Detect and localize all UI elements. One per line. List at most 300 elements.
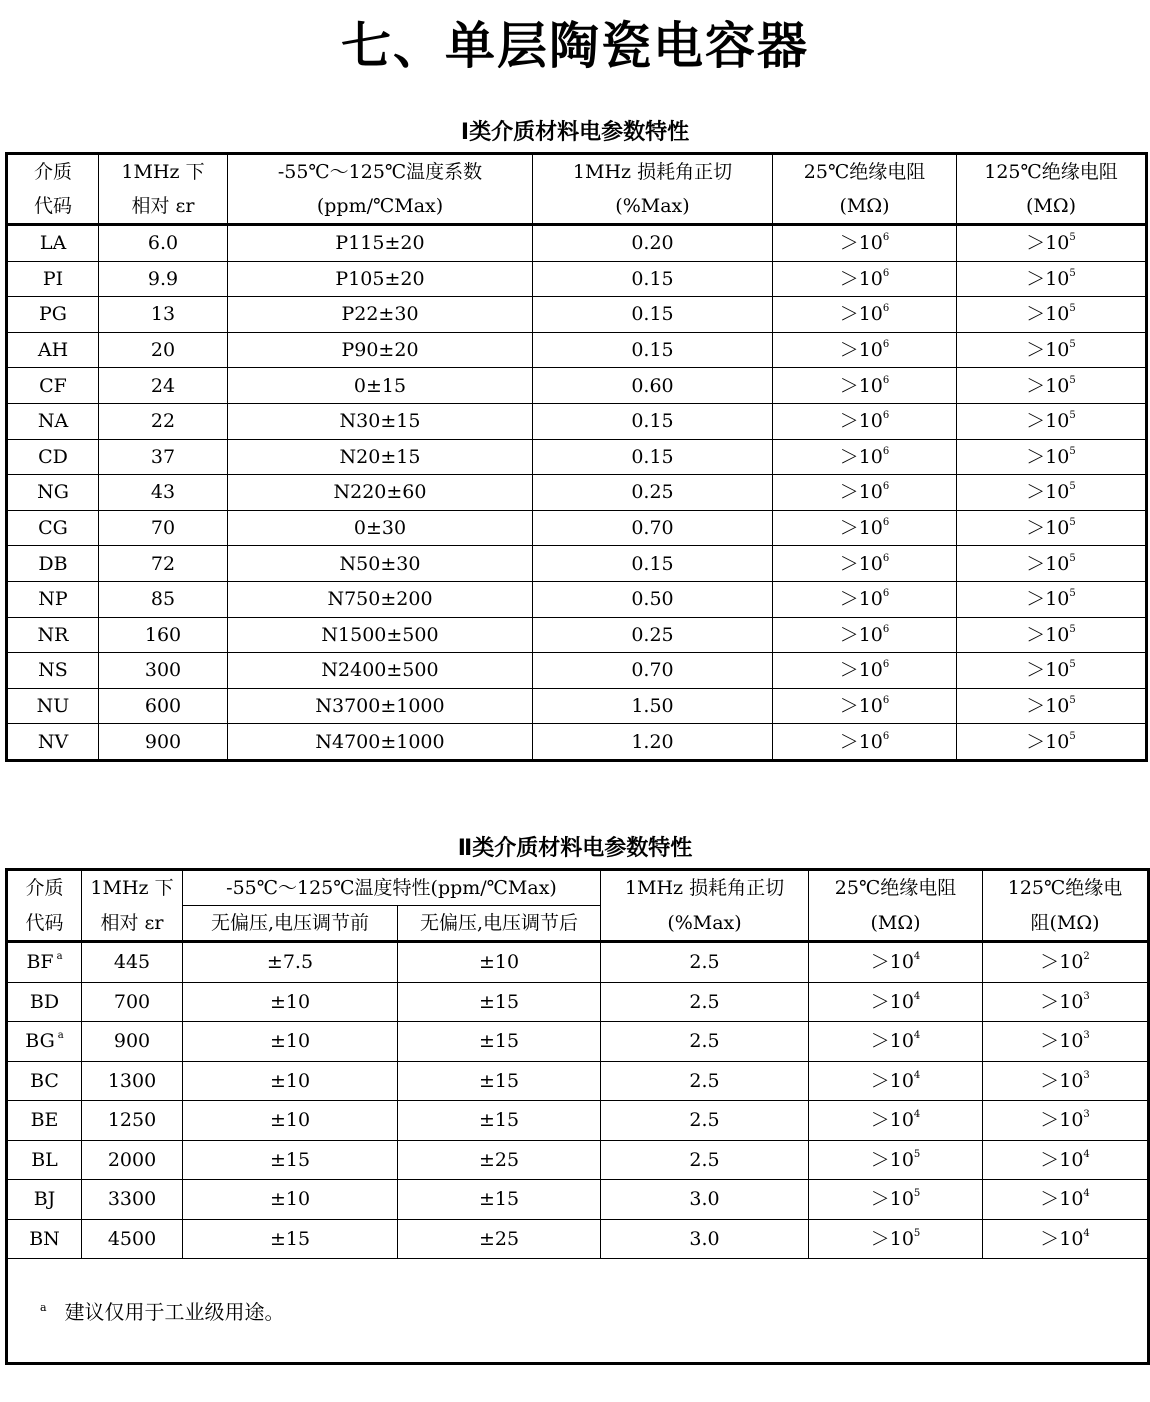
ir25-base: ＞10 xyxy=(839,374,883,397)
cell-er: 3300 xyxy=(82,1180,183,1220)
ir125-exponent: 5 xyxy=(1069,445,1076,457)
table-row xyxy=(7,1180,1149,1220)
cell-ir125 xyxy=(957,546,1147,582)
table-row xyxy=(7,510,1147,546)
table-row xyxy=(7,1101,1149,1141)
ir25-base: ＞10 xyxy=(839,445,883,468)
header-ir125-unit: (MΩ) xyxy=(957,189,1147,225)
cell-temp-before: ±7.5 xyxy=(183,942,398,983)
cell-ir125 xyxy=(957,688,1147,724)
header-ir125: 125℃绝缘电阻 xyxy=(957,154,1147,190)
cell-code: DB xyxy=(7,546,99,582)
ir25-base: ＞10 xyxy=(870,1069,914,1092)
header-er: 1MHz 下 xyxy=(82,870,183,906)
code-text: BF xyxy=(26,951,54,974)
cell-ir25 xyxy=(809,982,983,1022)
header-loss: 1MHz 损耗角正切 xyxy=(533,154,773,190)
header-ir25-unit: (MΩ) xyxy=(773,189,957,225)
code-text: BG xyxy=(25,1030,55,1053)
ir25-base: ＞10 xyxy=(839,481,883,504)
cell-ir125 xyxy=(983,1219,1149,1259)
cell-temp-coef: N20±15 xyxy=(228,439,533,475)
table-row xyxy=(7,688,1147,724)
cell-temp-before: ±15 xyxy=(183,1219,398,1259)
ir125-exponent: 5 xyxy=(1069,659,1076,671)
code-text: BL xyxy=(31,1148,58,1171)
table1-caption: Ⅰ类介质材料电参数特性 xyxy=(460,120,690,145)
ir25-exponent: 6 xyxy=(882,552,890,564)
ir125-exponent: 4 xyxy=(1083,1148,1090,1160)
ir125-exponent: 4 xyxy=(1083,1188,1090,1200)
cell-er: 160 xyxy=(99,617,228,653)
cell-loss: 2.5 xyxy=(601,982,809,1022)
ir25-exponent: 6 xyxy=(882,445,890,457)
cell-ir25 xyxy=(773,688,957,724)
cell-temp-coef: N30±15 xyxy=(228,403,533,439)
ir25-base: ＞10 xyxy=(839,695,883,718)
cell-ir125 xyxy=(983,1061,1149,1101)
ir25-exponent: 6 xyxy=(882,339,890,351)
ir125-base: ＞10 xyxy=(1026,303,1070,326)
cell-loss: 0.20 xyxy=(533,225,773,262)
cell-loss: 2.5 xyxy=(601,1061,809,1101)
cell-loss: 2.5 xyxy=(601,1140,809,1180)
cell-code xyxy=(7,1022,82,1062)
cell-temp-after: ±15 xyxy=(398,1022,601,1062)
cell-code xyxy=(7,982,82,1022)
cell-er: 43 xyxy=(99,475,228,511)
ir125-base: ＞10 xyxy=(1026,267,1070,290)
table2-caption: Ⅱ类介质材料电参数特性 xyxy=(457,836,693,861)
cell-ir125 xyxy=(957,581,1147,617)
ir125-exponent: 5 xyxy=(1069,232,1076,244)
ir25-base: ＞10 xyxy=(870,1227,914,1250)
cell-loss: 0.70 xyxy=(533,653,773,689)
ir25-base: ＞10 xyxy=(839,267,883,290)
cell-er: 700 xyxy=(82,982,183,1022)
ir25-exponent: 6 xyxy=(882,232,890,244)
ir25-exponent: 6 xyxy=(882,623,890,635)
cell-temp-before: ±10 xyxy=(183,1061,398,1101)
ir125-exponent: 5 xyxy=(1069,730,1076,742)
cell-er: 22 xyxy=(99,403,228,439)
ir125-exponent: 3 xyxy=(1083,1069,1090,1081)
cell-ir125 xyxy=(983,982,1149,1022)
cell-ir125 xyxy=(957,403,1147,439)
ir125-exponent: 5 xyxy=(1069,267,1076,279)
cell-temp-before: ±15 xyxy=(183,1140,398,1180)
cell-er: 13 xyxy=(99,297,228,333)
cell-er: 900 xyxy=(82,1022,183,1062)
ir125-base: ＞10 xyxy=(1026,517,1070,540)
cell-temp-before: ±10 xyxy=(183,1022,398,1062)
cell-loss: 0.15 xyxy=(533,297,773,333)
table-row xyxy=(7,1022,1149,1062)
ir125-base: ＞10 xyxy=(1040,1188,1084,1211)
cell-ir25 xyxy=(809,1101,983,1141)
cell-code: NU xyxy=(7,688,99,724)
cell-temp-coef: N4700±1000 xyxy=(228,724,533,761)
header-temp-after: 无偏压,电压调节后 xyxy=(398,906,601,942)
table-row xyxy=(7,403,1147,439)
header-ir25-unit: (MΩ) xyxy=(809,906,983,942)
ir25-exponent: 4 xyxy=(913,1069,921,1081)
ir125-exponent: 5 xyxy=(1069,339,1076,351)
cell-loss: 1.50 xyxy=(533,688,773,724)
code-text: BC xyxy=(30,1069,59,1092)
cell-er: 445 xyxy=(82,942,183,983)
cell-temp-coef: N50±30 xyxy=(228,546,533,582)
table-row xyxy=(7,617,1147,653)
table-row xyxy=(7,1140,1149,1180)
cell-ir25 xyxy=(773,653,957,689)
ir125-base: ＞10 xyxy=(1026,552,1070,575)
cell-loss: 0.15 xyxy=(533,261,773,297)
cell-ir25 xyxy=(773,297,957,333)
header-temp-char: -55℃～125℃温度特性(ppm/℃Max) xyxy=(183,870,601,906)
cell-ir25 xyxy=(773,368,957,404)
ir25-base: ＞10 xyxy=(839,410,883,433)
cell-temp-after: ±25 xyxy=(398,1219,601,1259)
ir25-exponent: 6 xyxy=(882,695,890,707)
cell-ir25 xyxy=(809,1022,983,1062)
cell-ir125 xyxy=(957,261,1147,297)
cell-er: 70 xyxy=(99,510,228,546)
ir25-base: ＞10 xyxy=(839,623,883,646)
cell-code: PI xyxy=(7,261,99,297)
cell-code: LA xyxy=(7,225,99,262)
header-er-2: 相对 εr xyxy=(99,189,228,225)
cell-er: 24 xyxy=(99,368,228,404)
cell-loss: 2.5 xyxy=(601,1022,809,1062)
ir25-exponent: 5 xyxy=(913,1188,921,1200)
cell-ir25 xyxy=(773,617,957,653)
table-row xyxy=(7,653,1147,689)
cell-code: CF xyxy=(7,368,99,404)
cell-ir125 xyxy=(983,942,1149,983)
ir25-exponent: 4 xyxy=(913,990,921,1002)
ir25-base: ＞10 xyxy=(870,1109,914,1132)
table-row xyxy=(7,546,1147,582)
cell-ir25 xyxy=(773,546,957,582)
ir25-base: ＞10 xyxy=(839,232,883,255)
ir125-exponent: 5 xyxy=(1069,623,1076,635)
ir125-base: ＞10 xyxy=(1026,232,1070,255)
cell-temp-after: ±25 xyxy=(398,1140,601,1180)
cell-er: 300 xyxy=(99,653,228,689)
ir125-exponent: 5 xyxy=(1069,410,1076,422)
cell-er: 6.0 xyxy=(99,225,228,262)
cell-loss: 0.25 xyxy=(533,617,773,653)
header-code-2: 代码 xyxy=(7,906,82,942)
ir25-exponent: 5 xyxy=(913,1227,921,1239)
header-loss-unit: (%Max) xyxy=(533,189,773,225)
cell-ir125 xyxy=(957,475,1147,511)
cell-loss: 0.70 xyxy=(533,510,773,546)
cell-ir25 xyxy=(809,1219,983,1259)
cell-ir125 xyxy=(957,653,1147,689)
cell-loss: 0.50 xyxy=(533,581,773,617)
code-text: BE xyxy=(30,1109,59,1132)
cell-er: 4500 xyxy=(82,1219,183,1259)
cell-ir25 xyxy=(773,724,957,761)
header-code: 介质 xyxy=(7,870,82,906)
ir25-exponent: 6 xyxy=(882,588,890,600)
cell-code: NG xyxy=(7,475,99,511)
header-loss: 1MHz 损耗角正切 xyxy=(601,870,809,906)
cell-er: 900 xyxy=(99,724,228,761)
ir125-exponent: 2 xyxy=(1083,951,1090,963)
cell-loss: 0.15 xyxy=(533,403,773,439)
ir25-exponent: 6 xyxy=(882,267,890,279)
ir125-base: ＞10 xyxy=(1040,1030,1084,1053)
ir25-exponent: 6 xyxy=(882,410,890,422)
cell-ir25 xyxy=(773,225,957,262)
header-code: 介质 xyxy=(7,154,99,190)
header-temp-coef-unit: (ppm/℃Max) xyxy=(228,189,533,225)
ir25-exponent: 4 xyxy=(913,1030,921,1042)
table-row xyxy=(7,297,1147,333)
cell-ir125 xyxy=(983,1180,1149,1220)
cell-code: AH xyxy=(7,332,99,368)
cell-ir25 xyxy=(773,439,957,475)
table-row xyxy=(7,475,1147,511)
cell-ir125 xyxy=(957,724,1147,761)
cell-code xyxy=(7,1101,82,1141)
header-er-2: 相对 εr xyxy=(82,906,183,942)
cell-er: 1250 xyxy=(82,1101,183,1141)
cell-ir125 xyxy=(957,225,1147,262)
ir125-exponent: 4 xyxy=(1083,1227,1090,1239)
table-row xyxy=(7,724,1147,761)
code-text: BN xyxy=(29,1227,60,1250)
ir25-exponent: 4 xyxy=(913,951,921,963)
cell-temp-coef: N750±200 xyxy=(228,581,533,617)
cell-code: CD xyxy=(7,439,99,475)
footnote-marker: a xyxy=(56,951,63,963)
ir125-exponent: 5 xyxy=(1069,303,1076,315)
cell-temp-after: ±15 xyxy=(398,982,601,1022)
ir125-base: ＞10 xyxy=(1026,730,1070,753)
ir125-base: ＞10 xyxy=(1040,1109,1084,1132)
table-row xyxy=(7,581,1147,617)
ir25-base: ＞10 xyxy=(839,517,883,540)
cell-er: 9.9 xyxy=(99,261,228,297)
cell-ir25 xyxy=(773,510,957,546)
cell-ir125 xyxy=(957,439,1147,475)
ir125-base: ＞10 xyxy=(1040,1227,1084,1250)
ir25-base: ＞10 xyxy=(870,1188,914,1211)
cell-code xyxy=(7,1219,82,1259)
ir25-exponent: 6 xyxy=(882,517,890,529)
cell-code xyxy=(7,1140,82,1180)
ir125-exponent: 3 xyxy=(1083,1109,1090,1121)
ir25-exponent: 6 xyxy=(882,730,890,742)
cell-temp-after: ±15 xyxy=(398,1101,601,1141)
ir25-exponent: 6 xyxy=(882,481,890,493)
code-text: BJ xyxy=(33,1188,56,1211)
ir125-base: ＞10 xyxy=(1026,339,1070,362)
table-row xyxy=(7,332,1147,368)
header-ir125: 125℃绝缘电 xyxy=(983,870,1149,906)
ir25-base: ＞10 xyxy=(839,659,883,682)
header-ir25: 25℃绝缘电阻 xyxy=(773,154,957,190)
ir25-base: ＞10 xyxy=(870,1030,914,1053)
cell-ir125 xyxy=(983,1022,1149,1062)
cell-ir125 xyxy=(957,332,1147,368)
cell-temp-coef: P115±20 xyxy=(228,225,533,262)
cell-temp-coef: N1500±500 xyxy=(228,617,533,653)
cell-temp-coef: P22±30 xyxy=(228,297,533,333)
table-row xyxy=(7,942,1149,983)
cell-temp-coef: P105±20 xyxy=(228,261,533,297)
ir25-base: ＞10 xyxy=(870,951,914,974)
cell-code: CG xyxy=(7,510,99,546)
cell-temp-coef: N3700±1000 xyxy=(228,688,533,724)
code-text: BD xyxy=(29,990,60,1013)
ir25-base: ＞10 xyxy=(839,552,883,575)
header-ir125-unit: 阻(MΩ) xyxy=(983,906,1149,942)
table-row xyxy=(7,261,1147,297)
cell-temp-before: ±10 xyxy=(183,982,398,1022)
cell-ir25 xyxy=(809,1140,983,1180)
cell-temp-coef: 0±15 xyxy=(228,368,533,404)
cell-temp-before: ±10 xyxy=(183,1180,398,1220)
ir125-exponent: 3 xyxy=(1083,1030,1090,1042)
footnote-text: 建议仅用于工业级用途。 xyxy=(64,1300,285,1324)
ir25-base: ＞10 xyxy=(839,303,883,326)
footnote xyxy=(7,1259,1149,1364)
cell-loss: 3.0 xyxy=(601,1180,809,1220)
cell-temp-after: ±15 xyxy=(398,1180,601,1220)
cell-ir125 xyxy=(957,297,1147,333)
cell-ir125 xyxy=(983,1140,1149,1180)
cell-loss: 0.15 xyxy=(533,546,773,582)
ir125-exponent: 5 xyxy=(1069,517,1076,529)
cell-code: NS xyxy=(7,653,99,689)
footnote-mark: a xyxy=(40,1301,47,1314)
cell-er: 20 xyxy=(99,332,228,368)
ir125-base: ＞10 xyxy=(1026,659,1070,682)
ir25-exponent: 5 xyxy=(913,1148,921,1160)
ir125-base: ＞10 xyxy=(1026,481,1070,504)
footnote-marker: a xyxy=(57,1030,64,1042)
cell-ir25 xyxy=(773,261,957,297)
ir125-base: ＞10 xyxy=(1040,990,1084,1013)
ir125-base: ＞10 xyxy=(1026,588,1070,611)
ir125-base: ＞10 xyxy=(1040,951,1084,974)
cell-loss: 2.5 xyxy=(601,942,809,983)
cell-temp-coef: P90±20 xyxy=(228,332,533,368)
cell-code xyxy=(7,1061,82,1101)
table-row xyxy=(7,982,1149,1022)
ir125-exponent: 5 xyxy=(1069,374,1076,386)
ir25-base: ＞10 xyxy=(870,990,914,1013)
ir25-exponent: 4 xyxy=(913,1109,921,1121)
cell-ir125 xyxy=(957,510,1147,546)
header-temp-coef: -55℃～125℃温度系数 xyxy=(228,154,533,190)
header-ir25: 25℃绝缘电阻 xyxy=(809,870,983,906)
cell-temp-coef: 0±30 xyxy=(228,510,533,546)
cell-er: 600 xyxy=(99,688,228,724)
cell-code: NR xyxy=(7,617,99,653)
ir25-exponent: 6 xyxy=(882,659,890,671)
cell-loss: 3.0 xyxy=(601,1219,809,1259)
cell-er: 37 xyxy=(99,439,228,475)
cell-ir25 xyxy=(809,1061,983,1101)
table-row xyxy=(7,225,1147,262)
ir125-base: ＞10 xyxy=(1040,1148,1084,1171)
ir125-base: ＞10 xyxy=(1026,623,1070,646)
cell-code: NA xyxy=(7,403,99,439)
cell-temp-coef: N220±60 xyxy=(228,475,533,511)
ir125-exponent: 5 xyxy=(1069,588,1076,600)
ir125-base: ＞10 xyxy=(1040,1069,1084,1092)
ir125-exponent: 5 xyxy=(1069,695,1076,707)
cell-temp-before: ±10 xyxy=(183,1101,398,1141)
cell-ir125 xyxy=(957,368,1147,404)
ir125-base: ＞10 xyxy=(1026,445,1070,468)
class2-dielectric-table xyxy=(5,868,1150,1365)
cell-loss: 1.20 xyxy=(533,724,773,761)
cell-loss: 0.15 xyxy=(533,439,773,475)
header-er: 1MHz 下 xyxy=(99,154,228,190)
cell-code: NV xyxy=(7,724,99,761)
ir125-exponent: 5 xyxy=(1069,481,1076,493)
cell-ir125 xyxy=(957,617,1147,653)
cell-ir25 xyxy=(809,1180,983,1220)
cell-ir25 xyxy=(773,332,957,368)
cell-ir25 xyxy=(773,581,957,617)
ir25-base: ＞10 xyxy=(870,1148,914,1171)
page-title: 七、单层陶瓷电容器 xyxy=(341,17,809,75)
header-temp-before: 无偏压,电压调节前 xyxy=(183,906,398,942)
cell-temp-after: ±10 xyxy=(398,942,601,983)
header-code-2: 代码 xyxy=(7,189,99,225)
cell-loss: 0.25 xyxy=(533,475,773,511)
header-loss-unit: (%Max) xyxy=(601,906,809,942)
footnote-row xyxy=(7,1259,1149,1364)
cell-loss: 0.60 xyxy=(533,368,773,404)
ir125-exponent: 5 xyxy=(1069,552,1076,564)
ir125-base: ＞10 xyxy=(1026,695,1070,718)
cell-er: 72 xyxy=(99,546,228,582)
cell-ir25 xyxy=(809,942,983,983)
ir25-exponent: 6 xyxy=(882,374,890,386)
table-row xyxy=(7,1219,1149,1259)
cell-code xyxy=(7,942,82,983)
ir25-base: ＞10 xyxy=(839,588,883,611)
cell-code: NP xyxy=(7,581,99,617)
cell-ir125 xyxy=(983,1101,1149,1141)
cell-ir25 xyxy=(773,403,957,439)
table-row xyxy=(7,1061,1149,1101)
ir125-base: ＞10 xyxy=(1026,410,1070,433)
ir25-base: ＞10 xyxy=(839,730,883,753)
table-row xyxy=(7,439,1147,475)
cell-er: 85 xyxy=(99,581,228,617)
table-row xyxy=(7,368,1147,404)
cell-er: 2000 xyxy=(82,1140,183,1180)
cell-er: 1300 xyxy=(82,1061,183,1101)
ir125-exponent: 3 xyxy=(1083,990,1090,1002)
ir25-exponent: 6 xyxy=(882,303,890,315)
cell-loss: 0.15 xyxy=(533,332,773,368)
cell-code: PG xyxy=(7,297,99,333)
cell-temp-coef: N2400±500 xyxy=(228,653,533,689)
cell-loss: 2.5 xyxy=(601,1101,809,1141)
cell-code xyxy=(7,1180,82,1220)
